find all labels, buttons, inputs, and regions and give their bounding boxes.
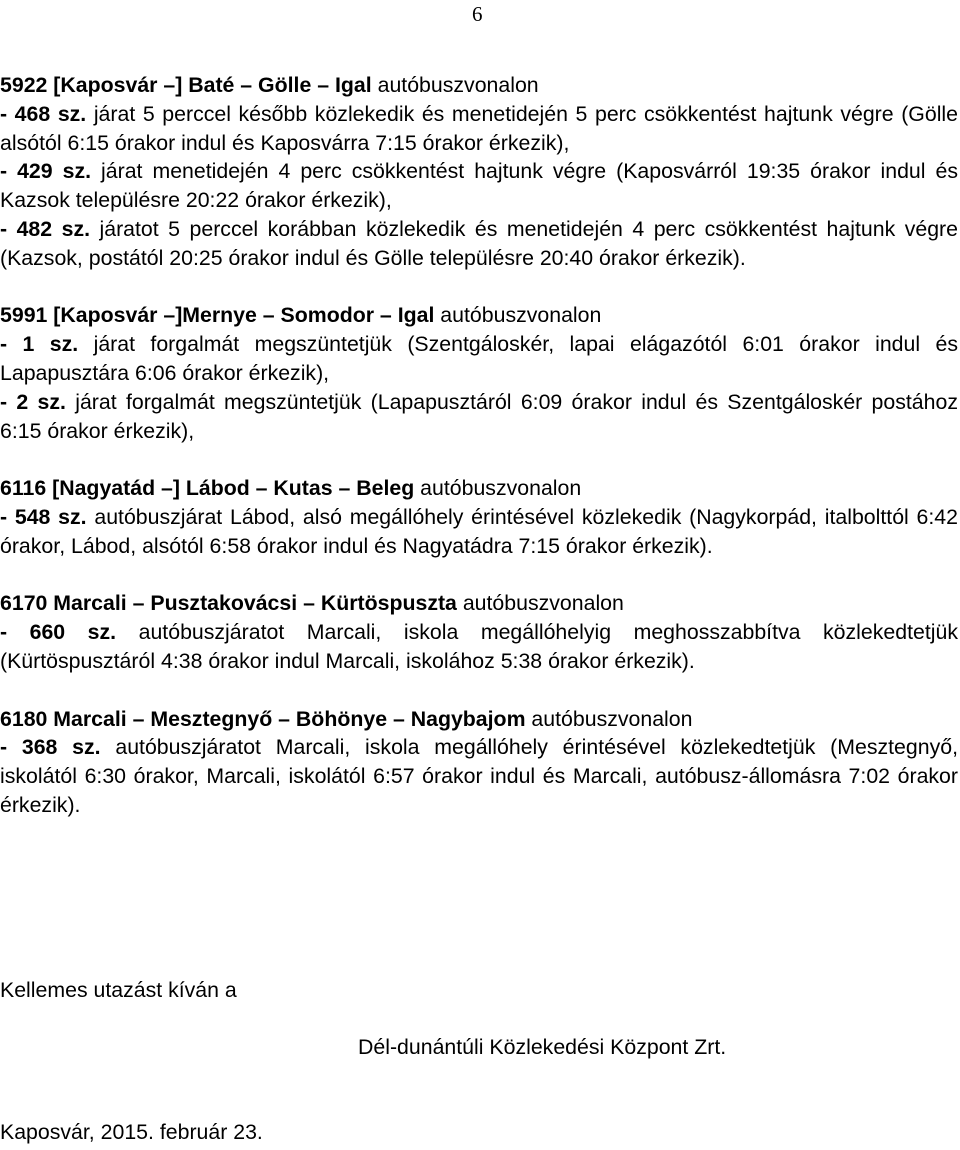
schedule-change-item <box>0 157 958 215</box>
route-heading-suffix: autóbuszvonalon <box>456 591 624 616</box>
route-heading-suffix: autóbuszvonalon <box>414 476 582 501</box>
change-description: járat 5 perccel később közlekedik és menetidején 5 perc csökkentést hajtunk végre (Gölle alsótól 6:15 órakor indul és Kaposvárra 7:15 órakor érkezik), <box>0 101 958 155</box>
schedule-change-item <box>0 215 958 273</box>
service-number: - 482 sz. <box>0 216 91 241</box>
page-number: 6 <box>472 2 483 26</box>
schedule-change-item <box>0 388 958 446</box>
document-body <box>0 71 958 849</box>
service-number: - 548 sz. <box>0 504 87 529</box>
route-section-6170 <box>0 589 958 675</box>
route-heading-title: 5922 [Kaposvár –] Baté – Gölle – Igal <box>0 73 372 97</box>
route-heading-title: 6180 Marcali – Mesztegnyő – Böhönye – Nagybajom <box>0 706 526 731</box>
closing-organization: Dél-dunántúli Közlekedési Központ Zrt. <box>358 1035 727 1059</box>
change-description: járat menetidején 4 perc csökkentést hajtunk végre (Kaposvárról 19:35 órakor indul és Kazsok településre 20:22 órakor érkezik), <box>0 159 958 213</box>
change-description: autóbuszjáratot Marcali, iskola megállóhelyig meghosszabbítva közlekedtetjük (Kürtöspusztáról 4:38 órakor indul Marcali, iskolához 5:38 órakor érkezik). <box>0 620 958 673</box>
route-section-6180 <box>0 705 958 820</box>
schedule-change-item <box>0 330 958 388</box>
route-section-5991 <box>0 301 958 445</box>
route-heading-suffix: autóbuszvonalon <box>434 303 602 328</box>
route-heading <box>0 474 958 503</box>
service-number: - 660 sz. <box>0 620 117 645</box>
schedule-change-item <box>0 100 958 158</box>
change-description: járatot 5 perccel korábban közlekedik és menetidején 4 perc csökkentést hajtunk végre (Kazsok, postától 20:25 órakor indul és Gölle településre 20:40 órakor érkezik). <box>0 216 958 270</box>
route-heading-suffix: autóbuszvonalon <box>371 73 539 97</box>
route-heading-title: 6170 Marcali – Pusztakovácsi – Kürtöspuszta <box>0 591 457 616</box>
service-number: - 1 sz. <box>0 332 79 357</box>
route-heading <box>0 705 958 734</box>
change-description: járat forgalmát megszüntetjük (Lapapusztáról 6:09 órakor indul és Szentgáloskér postához 6:15 órakor érkezik), <box>0 389 958 443</box>
route-heading <box>0 71 958 100</box>
route-section-5922 <box>0 71 958 273</box>
schedule-change-item <box>0 733 958 819</box>
route-heading-title: 5991 [Kaposvár –]Mernye – Somodor – Igal <box>0 303 435 328</box>
place-date: Kaposvár, 2015. február 23. <box>0 1120 263 1144</box>
service-number: - 368 sz. <box>0 735 101 760</box>
closing-greeting: Kellemes utazást kíván a <box>0 978 237 1002</box>
route-heading-title: 6116 [Nagyatád –] Lábod – Kutas – Beleg <box>0 476 415 501</box>
schedule-change-item <box>0 503 958 561</box>
service-number: - 2 sz. <box>0 389 66 414</box>
change-description: járat forgalmát megszüntetjük (Szentgáloskér, lapai elágazótól 6:01 órakor indul és Lapapusztára 6:06 órakor érkezik), <box>0 332 958 385</box>
route-section-6116 <box>0 474 958 560</box>
change-description: autóbuszjáratot Marcali, iskola megállóhely érintésével közlekedtetjük (Mesztegnyő, iskolától 6:30 órakor, Marcali, iskolától 6:57 órakor indul és Marcali, autóbusz-állomásra 7:02 órakor érkezik). <box>0 735 958 817</box>
schedule-change-item <box>0 618 958 676</box>
route-heading-suffix: autóbuszvonalon <box>525 706 693 731</box>
route-heading <box>0 589 958 618</box>
service-number: - 468 sz. <box>0 101 87 126</box>
service-number: - 429 sz. <box>0 159 92 184</box>
change-description: autóbuszjárat Lábod, alsó megállóhely érintésével közlekedik (Nagykorpád, italbolttól 6:42 órakor, Lábod, alsótól 6:58 órakor indul és Nagyatádra 7:15 órakor érkezik). <box>0 504 958 558</box>
route-heading <box>0 301 958 330</box>
